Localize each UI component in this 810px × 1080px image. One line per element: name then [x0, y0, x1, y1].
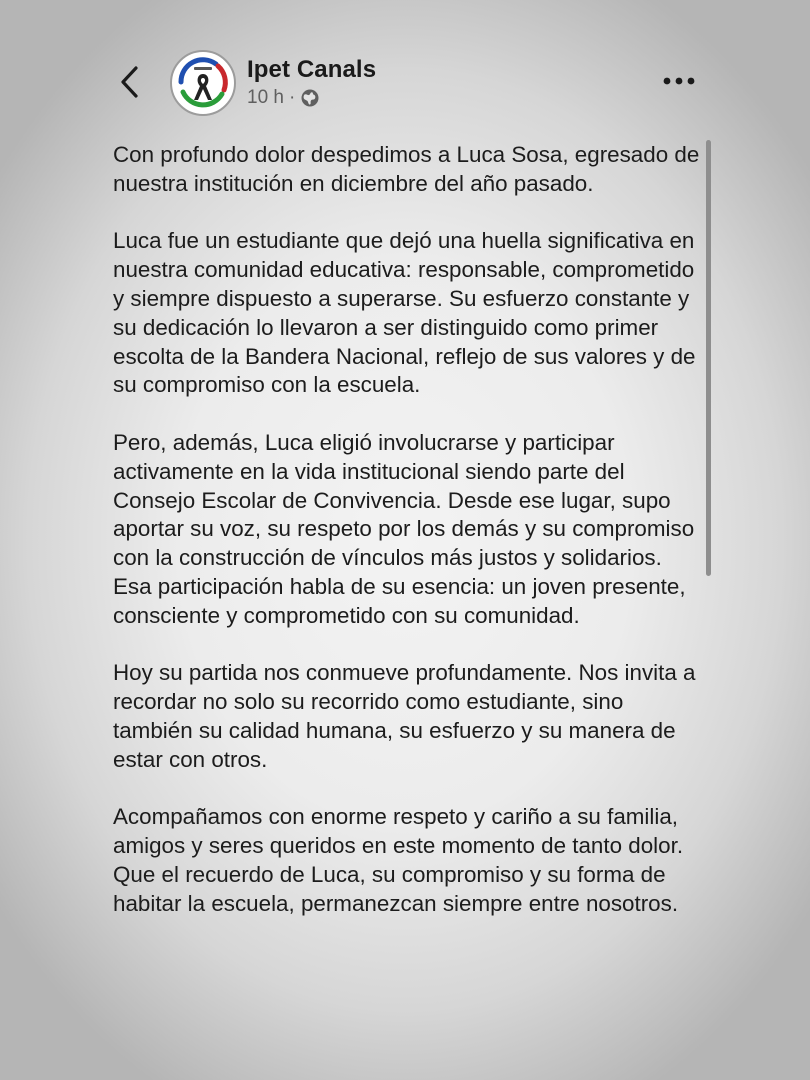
post-paragraph: Pero, además, Luca eligió involucrarse y participar activamente en la vida institucional siendo parte del Consejo Escolar de Convivencia. Desde ese lugar, supo aportar su voz, su respeto por los demás y su compromiso con la construcción de vínculos más justos y solidarios. Esa participación habla de su esencia: un joven presente, consciente y comprometido con su comunidad.	[113, 429, 695, 628]
more-horizontal-icon	[656, 66, 702, 96]
post-paragraph: Luca fue un estudiante que dejó una huella significativa en nuestra comunidad educativa: responsable, comprometido y siempre dispuesto a superarse. Su esfuerzo constante y su dedicación lo llevaron a ser distinguido como primer escolta de la Bandera Nacional, reflejo de sus valores y de su compromiso con la escuela.	[113, 228, 696, 398]
post-paragraph: Acompañamos con enorme respeto y cariño a su familia, amigos y seres queridos en este momento de tanto dolor. Que el recuerdo de Luca, su compromiso y su forma de habitar la escuela, permanezcan siempre entre nosotros.	[113, 804, 684, 916]
post-paragraph: Con profundo dolor despedimos a Luca Sosa, egresado de nuestra institución en diciembre del año pasado.	[113, 142, 700, 196]
post-paragraph: Hoy su partida nos conmueve profundamente. Nos invita a recordar no solo su recorrido como estudiante, sino también su calidad humana, su esfuerzo y su manera de estar con otros.	[113, 660, 696, 772]
meta-separator: ·	[288, 87, 296, 108]
post-meta	[247, 87, 320, 109]
back-button[interactable]	[112, 60, 148, 104]
school-logo-icon	[172, 52, 234, 114]
post-body	[113, 141, 703, 947]
post-header	[0, 0, 810, 130]
post-time[interactable]: 10 h	[247, 87, 284, 108]
globe-icon	[300, 88, 320, 108]
avatar[interactable]	[170, 50, 236, 116]
chevron-left-icon	[112, 60, 148, 104]
scrollbar[interactable]	[706, 140, 711, 576]
page-name[interactable]: Ipet Canals	[247, 56, 377, 83]
more-options-button[interactable]	[656, 66, 702, 96]
